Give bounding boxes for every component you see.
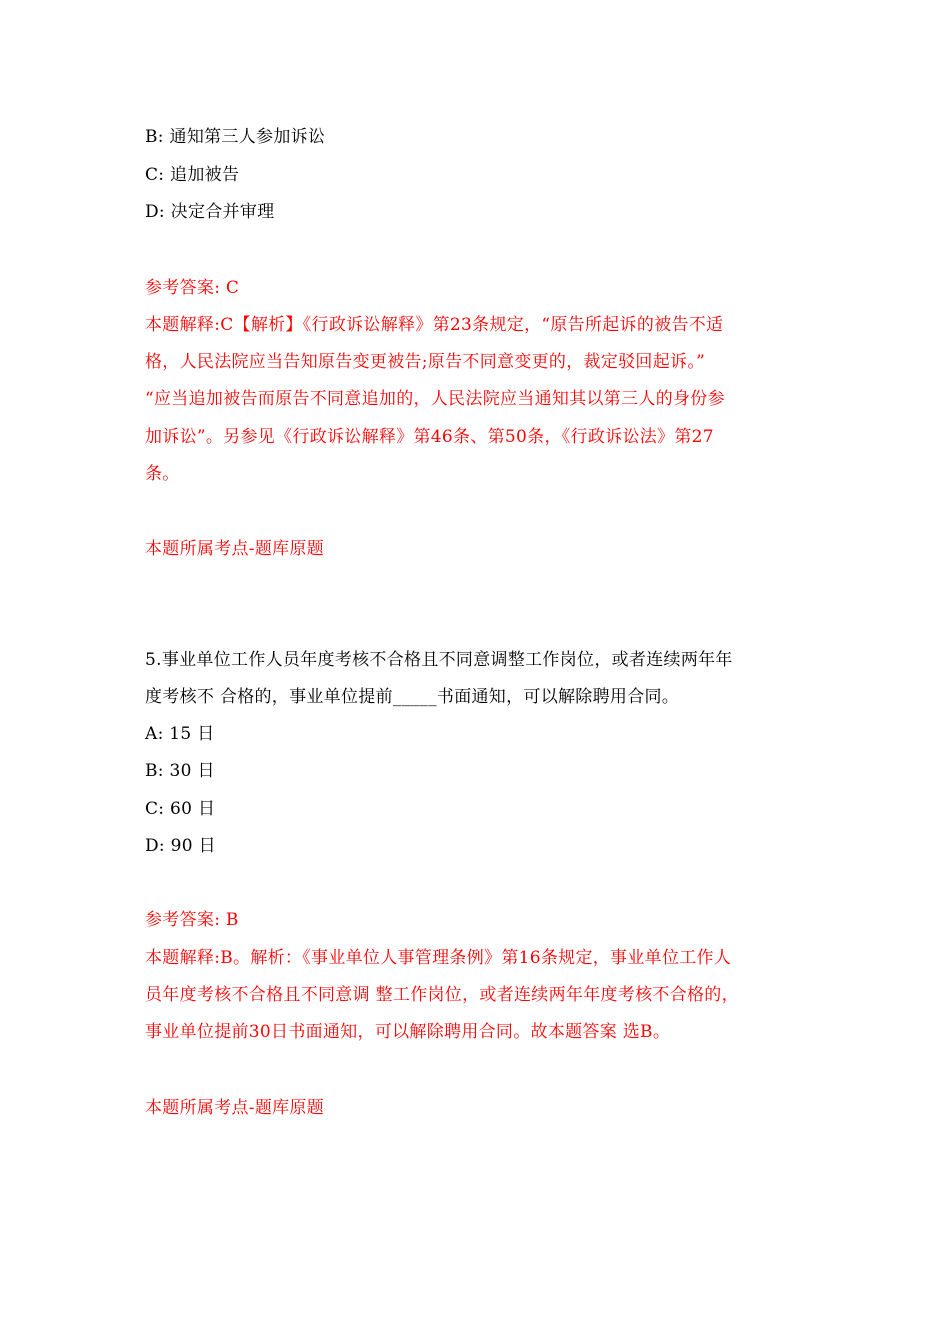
answer-line: 参考答案: C: [145, 278, 240, 298]
option-b: B: 通知第三人参加诉讼: [145, 127, 326, 147]
answer-line: 参考答案: B: [145, 910, 239, 930]
option-c: C: 60 日: [145, 799, 216, 819]
explanation-line: 条。: [145, 464, 180, 484]
explanation-line: 员年度考核不合格且不同意调 整工作岗位，或者连续两年年度考核不合格的，: [145, 985, 739, 1005]
explanation-line: 本题解释:C【解析】《行政诉讼解释》第23条规定，“原告所起诉的被告不适: [145, 315, 724, 335]
explanation-line: “应当追加被告而原告不同意追加的，人民法院应当通知其以第三人的身份参: [145, 389, 725, 409]
option-a: A: 15 日: [145, 724, 215, 744]
question-text: 5.事业单位工作人员年度考核不合格且不同意调整工作岗位，或者连续两年年: [145, 650, 733, 670]
explanation-line: 加诉讼”。另参见《行政诉讼解释》第46条、第50条，《行政诉讼法》第27: [145, 427, 714, 447]
option-d: D: 决定合并审理: [145, 202, 275, 222]
option-d: D: 90 日: [145, 836, 216, 856]
explanation-line: 格，人民法院应当告知原告变更被告;原告不同意变更的，裁定驳回起诉。”: [145, 352, 706, 372]
question-text: 度考核不 合格的，事业单位提前_____书面通知，可以解除聘用合同。: [145, 687, 680, 707]
option-b: B: 30 日: [145, 761, 215, 781]
topic-line: 本题所属考点-题库原题: [145, 539, 325, 559]
explanation-line: 事业单位提前30日书面通知，可以解除聘用合同。故本题答案 选B。: [145, 1022, 671, 1042]
topic-line: 本题所属考点-题库原题: [145, 1098, 325, 1118]
option-c: C: 追加被告: [145, 165, 240, 185]
explanation-line: 本题解释:B。解析：《事业单位人事管理条例》第16条规定，事业单位工作人: [145, 948, 732, 968]
